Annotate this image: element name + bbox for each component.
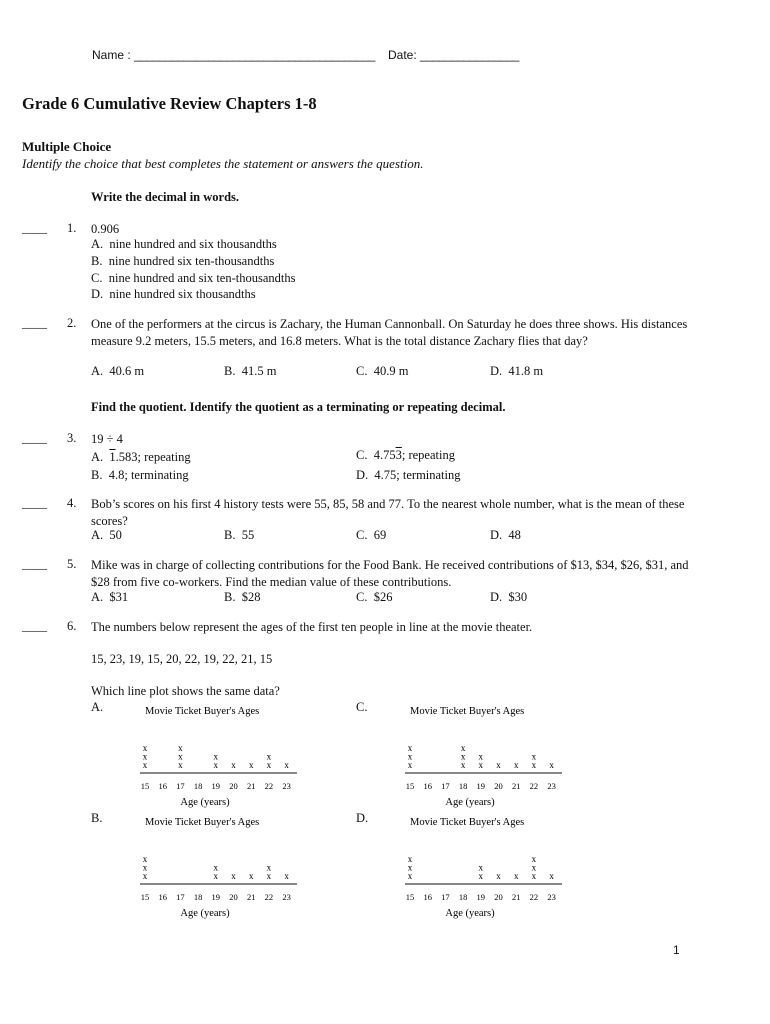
option: B. 41.5 m [224,364,277,378]
data-mark: x [142,854,148,864]
option: D. 48 [490,528,521,542]
tick-label: 19 [476,781,486,791]
data-mark: x [549,760,554,770]
data-mark: x [213,760,219,770]
question-prompt: 19 ÷ 4 [91,432,123,446]
data-mark: x [478,871,484,881]
tick-label: 17 [441,781,450,791]
group-heading-decimal: Write the decimal in words. [91,190,240,204]
line-plot-b [135,813,310,925]
section-heading: Multiple Choice [22,139,112,154]
option: D. 41.8 m [490,364,544,378]
data-mark: x [496,760,501,770]
tick-label: 19 [211,781,221,791]
option: A. $31 [91,590,129,604]
option: B. $28 [224,590,261,604]
option: C. 69 [356,528,387,542]
data-mark: x [460,760,466,770]
data-mark: x [531,871,537,881]
tick-label: 23 [547,781,556,791]
data-mark: x [478,760,484,770]
question-number: 4. [67,496,77,510]
question-number: 6. [67,619,77,633]
tick-label: 16 [158,781,167,791]
question-text: Which line plot shows the same data? [91,684,280,698]
answer-blank[interactable]: ____ [22,619,47,633]
option: D. nine hundred six thousandths [91,287,256,301]
data-mark: x [407,854,413,864]
data-mark: x [213,871,219,881]
option: C. nine hundred and six ten-thousandths [91,271,296,285]
tick-label: 19 [211,892,221,902]
data-mark: x [231,871,236,881]
data-mark: x [531,751,537,762]
option: B. 4.8; terminating [91,468,189,482]
name-field[interactable] [92,48,375,62]
option-letter: B. [91,811,103,825]
tick-label: 16 [158,892,167,902]
answer-blank[interactable]: ____ [22,431,47,445]
data-mark: x [407,871,413,881]
tick-label: 17 [176,781,185,791]
axis-label: Age (years) [180,908,230,919]
tick-label: 18 [458,892,468,902]
tick-label: 18 [193,781,203,791]
data-mark: x [142,862,148,873]
name-line[interactable]: _______________________________________ [134,48,375,62]
data-mark: x [178,760,183,770]
tick-label: 21 [246,781,256,791]
option: B. nine hundred six ten-thousandths [91,254,275,268]
option-letter: A. [91,700,104,714]
axis-label: Age (years) [445,797,495,808]
data-mark: x [142,871,148,881]
page-title: Grade 6 Cumulative Review Chapters 1-8 [22,94,317,113]
data-mark: x [266,862,272,873]
question-number: 3. [67,431,77,445]
question-prompt: Mike was in charge of collecting contributions for the Food Bank. He received contributions of $13, $34, $26, $31, and $28 from five co-workers. Find the median value of these contributions. [91,558,689,589]
data-mark: x [284,760,289,770]
tick-label: 21 [511,892,521,902]
data-mark: x [248,760,254,770]
question-prompt: One of the performers at the circus is Zachary, the Human Cannonball. On Saturday he does three shows. His distances measure 9.2 meters, 15.5 meters, and 16.8 meters. What is the total distance Zachary flies that day? [91,317,688,348]
tick-label: 15 [140,781,150,791]
data-mark: x [178,751,183,762]
data-mark: x [213,751,219,762]
plot-title: Movie Ticket Buyer's Ages [145,817,260,828]
data-mark: x [407,862,413,873]
date-field[interactable] [388,48,519,62]
data-mark: x [531,862,537,873]
data-mark: x [407,751,413,762]
tick-label: 16 [423,781,432,791]
data-mark: x [460,751,466,762]
axis-label: Age (years) [180,797,230,808]
data-mark: x [513,871,519,881]
option: D. $30 [490,590,528,604]
data-mark: x [266,760,272,770]
data-mark: x [284,871,289,881]
data-mark: x [407,743,413,753]
axis-label: Age (years) [445,908,495,919]
data-mark: x [266,871,272,881]
date-label: Date: [388,48,417,62]
page-number: 1 [673,943,680,957]
group-heading-quotient: Find the quotient. Identify the quotient as a terminating or repeating decimal. [91,400,506,414]
data-mark: x [513,760,519,770]
option: A. 50 [91,528,122,542]
data-mark: x [142,743,148,753]
plot-title: Movie Ticket Buyer's Ages [410,706,525,717]
tick-label: 17 [176,892,185,902]
data-mark: x [142,760,148,770]
tick-label: 16 [423,892,432,902]
tick-label: 22 [264,892,274,902]
tick-label: 17 [441,892,450,902]
plot-title: Movie Ticket Buyer's Ages [410,817,525,828]
tick-label: 15 [405,781,415,791]
data-mark: x [496,871,501,881]
tick-label: 22 [529,781,539,791]
tick-label: 15 [405,892,415,902]
answer-blank[interactable]: ____ [22,496,47,510]
option: C. 4.753; repeating [356,448,455,462]
name-label: Name : [92,48,131,62]
option: C. $26 [356,590,393,604]
data-mark: x [531,760,537,770]
data-mark: x [478,751,484,762]
data-mark: x [549,871,554,881]
tick-label: 22 [264,781,274,791]
data-mark: x [460,743,466,753]
data-mark: x [248,871,254,881]
data-mark: x [231,760,236,770]
data-mark: x [213,862,219,873]
date-line[interactable]: ________________ [420,48,519,62]
line-plot-a [135,702,310,814]
line-plot-c [400,702,575,814]
option: D. 4.75; terminating [356,468,461,482]
question-number: 1. [67,221,77,235]
answer-blank[interactable]: ____ [22,557,47,571]
tick-label: 23 [282,892,291,902]
option: C. 40.9 m [356,364,409,378]
tick-label: 21 [246,892,256,902]
data-list: 15, 23, 19, 15, 20, 22, 19, 22, 21, 15 [91,652,273,666]
option: B. 55 [224,528,255,542]
data-mark: x [407,760,413,770]
tick-label: 23 [547,892,556,902]
data-mark: x [531,854,537,864]
data-mark: x [142,751,148,762]
tick-label: 19 [476,892,486,902]
data-mark: x [478,862,484,873]
tick-label: 23 [282,781,291,791]
tick-label: 22 [529,892,539,902]
tick-label: 20 [229,892,238,902]
option: A. nine hundred and six thousandths [91,237,277,251]
plot-title: Movie Ticket Buyer's Ages [145,706,260,717]
tick-label: 21 [511,781,521,791]
option-letter: D. [356,811,369,825]
section-instruction: Identify the choice that best completes the statement or answers the question. [22,156,424,171]
tick-label: 18 [458,781,468,791]
option-letter: C. [356,700,368,714]
tick-label: 20 [494,892,503,902]
line-plot-d [400,813,575,925]
tick-label: 18 [193,892,203,902]
option: A. 1.583; repeating [91,450,191,464]
tick-label: 20 [494,781,503,791]
question-prompt: The numbers below represent the ages of the first ten people in line at the movie theater. [91,620,533,634]
option: A. 40.6 m [91,364,145,378]
question-number: 5. [67,557,77,571]
answer-blank[interactable]: ____ [22,221,47,235]
tick-label: 20 [229,781,238,791]
tick-label: 15 [140,892,150,902]
question-prompt: 0.906 [91,222,120,236]
data-mark: x [178,743,183,753]
answer-blank[interactable]: ____ [22,316,47,330]
question-prompt: Bob’s scores on his first 4 history tests were 55, 85, 58 and 77. To the nearest whole number, what is the mean of these scores? [91,497,685,528]
question-number: 2. [67,316,77,330]
data-mark: x [266,751,272,762]
